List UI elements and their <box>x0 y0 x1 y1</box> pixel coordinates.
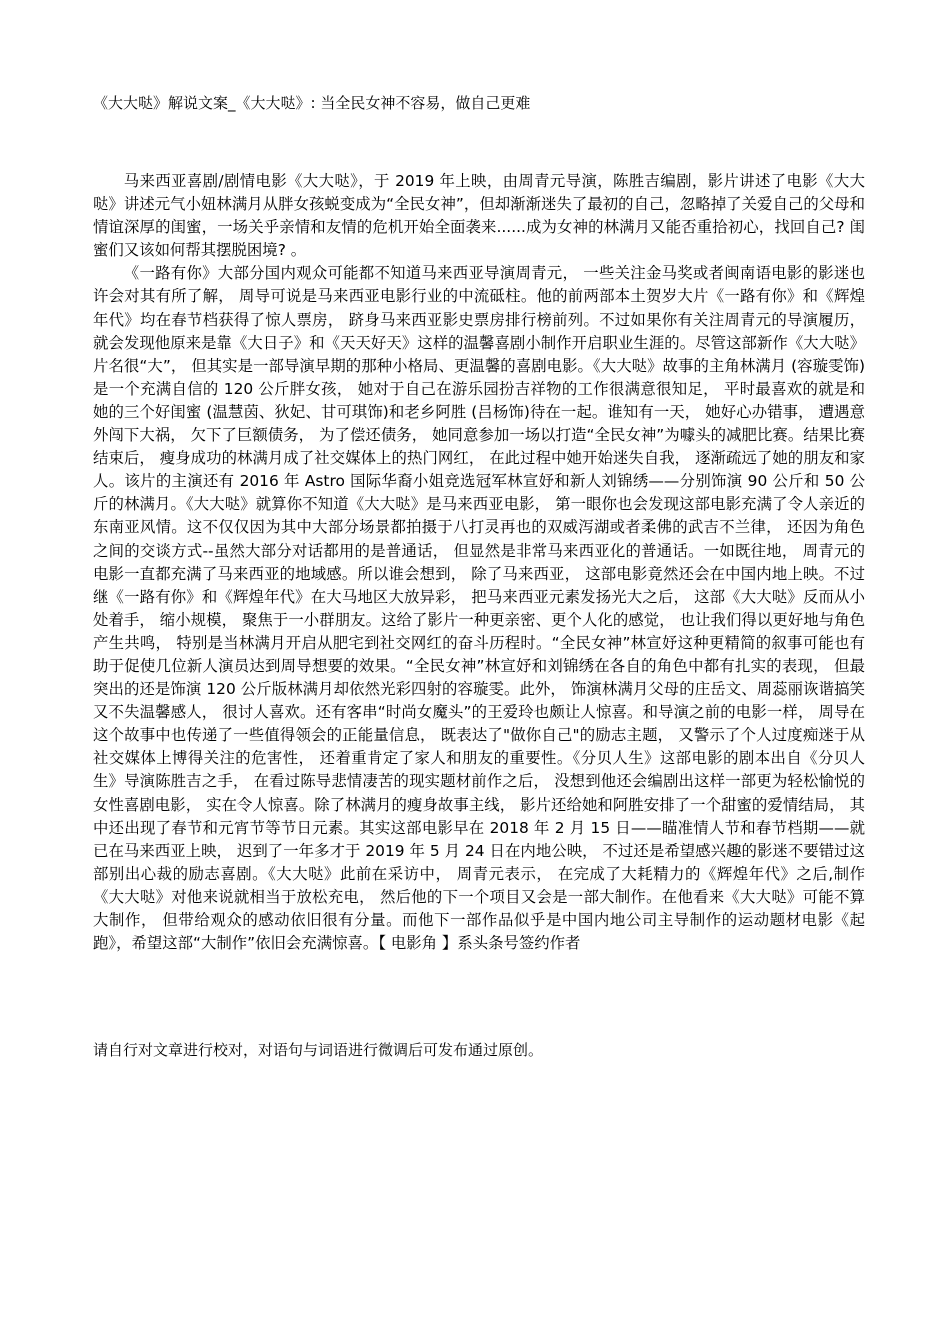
proofread-note: 请自行对文章进行校对，对语句与词语进行微调后可发布通过原创。 <box>93 1041 544 1059</box>
article-paragraph-intro: 马来西亚喜剧/剧情电影《大大哒》，于 2019 年上映，由周青元导演，陈胜吉编剧，影片讲述了电影《大大哒》讲述元气小妞林满月从胖女孩蜕变成为“全民女神”，但却渐渐迷失了最初的自己，忽略掉了关爱自己的父母和情谊深厚的闺蜜，一场关乎亲情和友情的危机开始全面袭来......成为女神的林满月又能否重拾初心，找回自己? 闺蜜们又该如何帮其摆脱困境? 。 <box>93 172 865 260</box>
document-title: 《大大哒》解说文案_《大大哒》: 当全民女神不容易，做自己更难 <box>93 94 531 112</box>
article-paragraph-review: 《一路有你》大部分国内观众可能都不知道马来西亚导演周青元， 一些关注金马奖或者闽南语电影的影迷也许会对其有所了解， 周导可说是马来西亚电影行业的中流砥柱。他的前两部本土贺岁大片《一路有你》和《辉煌年代》均在春节档获得了惊人票房， 跻身马来西亚影史票房排行榜前列。不过如果你有关注周青元的导演履历， 就会发现他原来是靠《大日子》和《天天好天》这样的温馨喜剧小制作开启职业生涯的。尽管这部新作《大大哒》片名很“大”， 但其实是一部导演早期的那种小格局、更温馨的喜剧电影。《大大哒》故事的主角林满月 (容璇雯饰)是一个充满自信的 120 公斤胖女孩， 她对于自己在游乐园扮吉祥物的工作很满意很知足， 平时最喜欢的就是和她的三个好闺蜜 (温慧茵、狄妃、甘可琪饰)和老乡阿胜 (吕杨饰)待在一起。谁知有一天， 她好心办错事， 遭遇意外闯下大祸， 欠下了巨额债务， 为了偿还债务， 她同意参加一场以打造“全民女神”为噱头的减肥比赛。结果比赛结束后， 瘦身成功的林满月成了社交媒体上的热门网红， 在此过程中她开始迷失自我， 逐渐疏远了她的朋友和家人。该片的主演还有 2016 年 Astro 国际华裔小姐竞选冠军林宣妤和新人刘锦绣——分别饰演 90 公斤和 50 公斤的林满月。《大大哒》就算你不知道《大大哒》是马来西亚电影， 第一眼你也会发现这部电影充满了令人亲近的东南亚风情。这不仅仅因为其中大部分场景都拍摄于八打灵再也的双威泻湖或者柔佛的武吉不兰律， 还因为角色之间的交谈方式--虽然大部分对话都用的是普通话， 但显然是非常马来西亚化的普通话。一如既往地， 周青元的电影一直都充满了马来西亚的地域感。所以谁会想到， 除了马来西亚， 这部电影竟然还会在中国内地上映。不过继《一路有你》和《辉煌年代》在大马地区大放异彩， 把马来西亚元素发扬光大之后， 这部《大大哒》反而从小处着手， 缩小规模， 聚焦于一小群朋友。这给了影片一种更亲密、更个人化的感觉， 也让我们得以更好地与角色产生共鸣， 特别是当林满月开启从肥宅到社交网红的奋斗历程时。“全民女神”林宣妤这种更精简的叙事可能也有助于促使几位新人演员达到周导想要的效果。“全民女神”林宣妤和刘锦绣在各自的角色中都有扎实的表现， 但最突出的还是饰演 120 公斤版林满月却依然光彩四射的容璇雯。此外， 饰演林满月父母的庄岳文、周蕊丽诙谐搞笑又不失温馨感人， 很讨人喜欢。还有客串“时尚女魔头”的王爱玲也颇让人惊喜。和导演之前的电影一样， 周导在这个故事中也传递了一些值得领会的正能量信息， 既表达了"做你自己"的励志主题， 又警示了个人过度痴迷于从社交媒体上博得关注的危害性， 还着重肯定了家人和朋友的重要性。《分贝人生》这部电影的剧本出自《分贝人生》导演陈胜吉之手， 在看过陈导悲情凄苦的现实题材前作之后， 没想到他还会编剧出这样一部更为轻松愉悦的女性喜剧电影， 实在令人惊喜。除了林满月的瘦身故事主线， 影片还给她和阿胜安排了一个甜蜜的爱情结局， 其中还出现了春节和元宵节等节日元素。其实这部电影早在 2018 年 2 月 15 日——瞄准情人节和春节档期——就已在马来西亚上映， 迟到了一年多才于 2019 年 5 月 24 日在内地公映， 不过还是希望感兴趣的影迷不要错过这部别出心裁的励志喜剧。《大大哒》此前在采访中， 周青元表示， 在完成了大耗精力的《辉煌年代》之后,制作《大大哒》对他来说就相当于放松充电， 然后他的下一个项目又会是一部大制作。在他看来《大大哒》可能不算大制作， 但带给观众的感动依旧很有分量。而他下一部作品似乎是中国内地公司主导制作的运动题材电影《起跑》，希望这部“大制作”依旧会充满惊喜。【 电影角 】系头条号签约作者 <box>93 264 865 953</box>
article-body <box>93 170 865 955</box>
